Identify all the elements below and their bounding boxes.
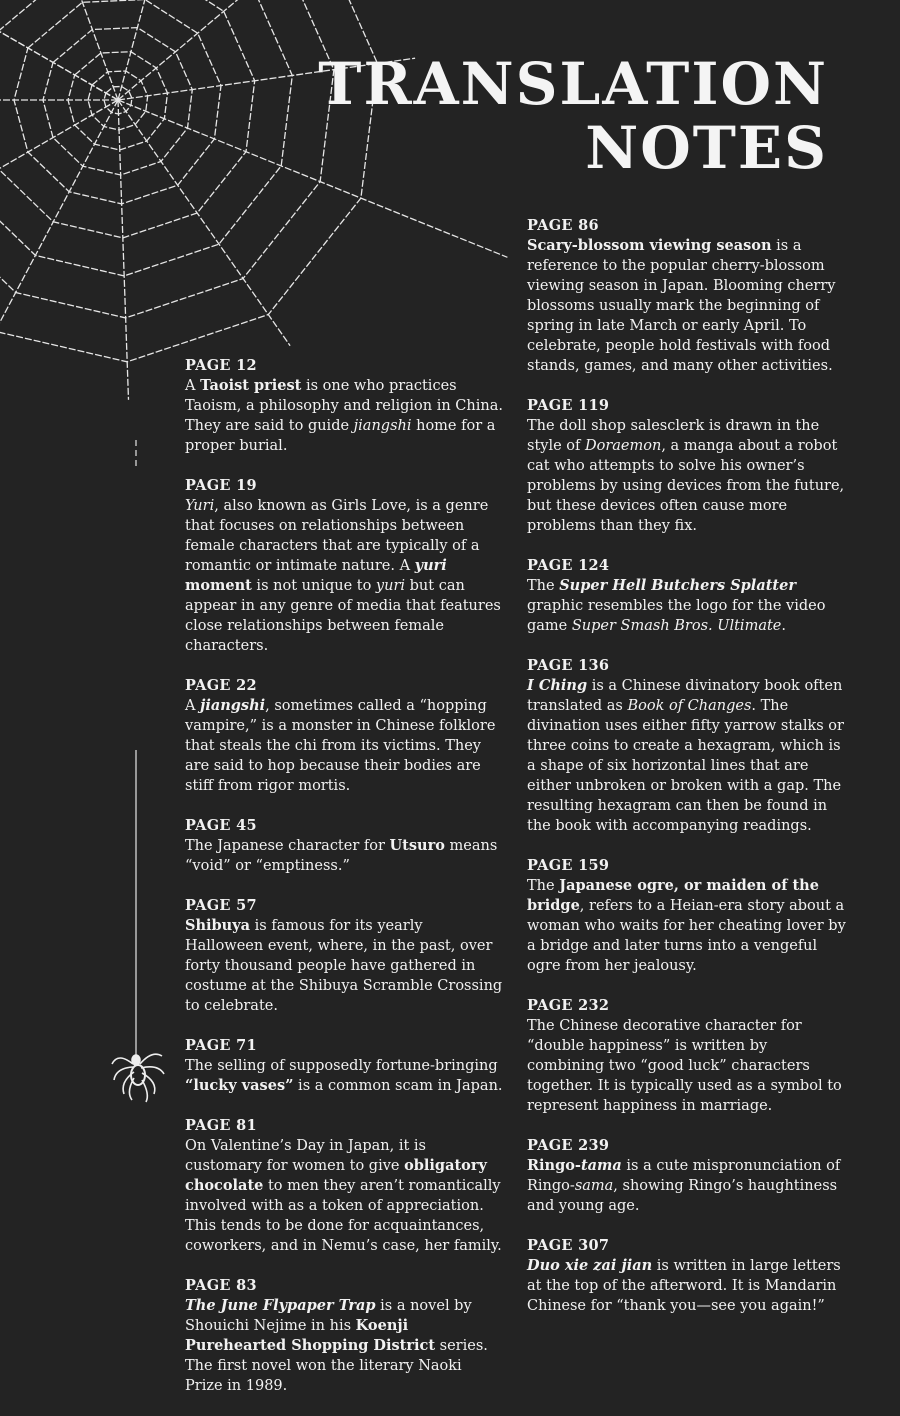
note-text bbox=[185, 1056, 503, 1096]
note-text bbox=[185, 376, 503, 456]
note-text-segment: sama bbox=[574, 1178, 614, 1194]
note-text-segment: The Chinese decorative character for “double happiness” is written by combining two “good luck” characters together. It is typically used as a symbol to represent happiness in marriage. bbox=[527, 1018, 842, 1114]
note-page-heading: PAGE 71 bbox=[185, 1037, 257, 1054]
note-text-segment: is a novel by Shouichi Nejime in his bbox=[185, 1298, 472, 1334]
note-text-segment: jiangshi bbox=[353, 418, 412, 434]
note-page-heading: PAGE 12 bbox=[185, 357, 257, 374]
note-page-heading: PAGE 159 bbox=[527, 857, 610, 874]
translation-note bbox=[527, 216, 847, 376]
note-text-segment: yuri bbox=[414, 557, 447, 574]
note-text bbox=[527, 1256, 847, 1316]
note-text-segment: is famous for its yearly Halloween event, where, in the past, over forty thousand people have gathered in costume at the Shibuya Scramble Crossing to celebrate. bbox=[185, 918, 503, 1014]
note-text-segment: Japanese ogre, or maiden of the bridge bbox=[527, 877, 819, 914]
note-page-heading: PAGE 19 bbox=[185, 477, 257, 494]
translation-note bbox=[527, 656, 847, 836]
note-text-segment: The June Flypaper Trap bbox=[185, 1297, 376, 1314]
translation-note bbox=[185, 896, 503, 1016]
notes-column-right bbox=[527, 216, 847, 1336]
note-text-segment: Yuri bbox=[185, 498, 215, 514]
note-text-segment: is a common scam in Japan. bbox=[293, 1078, 503, 1094]
note-text bbox=[527, 1016, 847, 1116]
note-text-segment: Ringo- bbox=[527, 1157, 581, 1174]
note-text bbox=[185, 1296, 503, 1396]
note-text bbox=[527, 236, 847, 376]
note-text bbox=[185, 696, 503, 796]
note-text-segment: , also known as Girls Love, is a genre that focuses on relationships between female characters that are typically of a romantic or intimate nature. A bbox=[185, 498, 489, 574]
note-page-heading: PAGE 239 bbox=[527, 1137, 610, 1154]
note-text-segment: . bbox=[781, 618, 786, 634]
note-text-segment: means “void” or “emptiness.” bbox=[185, 838, 498, 874]
note-text-segment: is one who practices Taoism, a philosophy and religion in China. They are said to guide bbox=[185, 378, 503, 434]
note-text-segment: On Valentine’s Day in Japan, it is customary for women to give bbox=[185, 1138, 426, 1174]
note-page-heading: PAGE 57 bbox=[185, 897, 257, 914]
note-text bbox=[185, 1136, 503, 1256]
note-text-segment: home for a proper burial. bbox=[185, 418, 496, 454]
note-text-segment: is written in large letters at the top of the afterword. It is Mandarin Chinese for “thank you—see you again!” bbox=[527, 1258, 841, 1314]
note-text-segment: graphic resembles the logo for the video game bbox=[527, 598, 826, 634]
note-text-segment: I Ching bbox=[527, 677, 588, 694]
note-page-heading: PAGE 83 bbox=[185, 1277, 257, 1294]
note-page-heading: PAGE 136 bbox=[527, 657, 610, 674]
translation-note bbox=[185, 1036, 503, 1096]
translation-note bbox=[185, 1116, 503, 1256]
note-text-segment: Doraemon bbox=[585, 438, 662, 454]
note-text-segment: The doll shop salesclerk is drawn in the style of bbox=[527, 418, 820, 454]
translation-note bbox=[185, 476, 503, 656]
note-text-segment: . The divination uses either fifty yarrow stalks or three coins to create a hexagram, which is a shape of six horizontal lines that are either unbroken or broken with a gap. The resulting hexagram can then be found in the book with accompanying readings. bbox=[527, 698, 844, 834]
note-page-heading: PAGE 45 bbox=[185, 817, 257, 834]
page-title bbox=[318, 52, 828, 180]
note-text-segment: series. The first novel won the literary Naoki Prize in 1989. bbox=[185, 1338, 488, 1394]
note-page-heading: PAGE 232 bbox=[527, 997, 610, 1014]
note-text-segment: to men they aren’t romantically involved with as a token of appreciation. This tends to be done for acquaintances, coworkers, and in Nemu’s case, her family. bbox=[185, 1178, 502, 1254]
translation-note bbox=[527, 1136, 847, 1216]
note-text-segment: Taoist priest bbox=[200, 377, 302, 394]
note-text bbox=[527, 676, 847, 836]
spider-icon bbox=[112, 1054, 164, 1102]
note-text-segment: is a Chinese divinatory book often translated as bbox=[527, 678, 843, 714]
note-page-heading: PAGE 81 bbox=[185, 1117, 257, 1134]
note-text bbox=[185, 496, 503, 656]
note-page-heading: PAGE 86 bbox=[527, 217, 599, 234]
note-text bbox=[527, 416, 847, 536]
note-text-segment: A bbox=[185, 698, 201, 714]
note-text bbox=[527, 576, 847, 636]
translation-note bbox=[185, 1276, 503, 1396]
note-text-segment: Super Smash Bros. Ultimate bbox=[571, 618, 782, 634]
translation-note bbox=[527, 556, 847, 636]
note-page-heading: PAGE 307 bbox=[527, 1237, 610, 1254]
notes-column-left bbox=[185, 356, 503, 1416]
note-text-segment: The selling of supposedly fortune-bringing bbox=[185, 1058, 498, 1074]
note-text-segment: Scary-blossom viewing season bbox=[527, 237, 772, 254]
note-text-segment: is a cute mispronunciation of Ringo- bbox=[527, 1158, 841, 1194]
note-text-segment: Book of Changes bbox=[627, 698, 752, 714]
translation-note bbox=[185, 676, 503, 796]
note-text-segment: The Japanese character for bbox=[185, 838, 390, 854]
note-text-segment: , sometimes called a “hopping vampire,” is a monster in Chinese folklore that steals the chi from its victims. They are said to hop because their bodies are stiff from rigor mortis. bbox=[185, 698, 496, 794]
note-text bbox=[527, 1156, 847, 1216]
translation-note bbox=[527, 396, 847, 536]
note-page-heading: PAGE 124 bbox=[527, 557, 610, 574]
note-text bbox=[185, 916, 503, 1016]
note-text-segment: The bbox=[527, 878, 560, 894]
translation-note bbox=[185, 816, 503, 876]
note-text-segment: “lucky vases” bbox=[185, 1077, 294, 1094]
note-text bbox=[185, 836, 503, 876]
note-page-heading: PAGE 119 bbox=[527, 397, 610, 414]
translation-note bbox=[527, 856, 847, 976]
note-text-segment: Utsuro bbox=[389, 837, 445, 854]
note-text-segment: A bbox=[185, 378, 201, 394]
note-text-segment: Shibuya bbox=[185, 917, 251, 934]
note-text-segment: , a manga about a robot cat who attempts to solve his owner’s problems by using devices from the future, but these devices often cause more problems than they fix. bbox=[527, 438, 845, 534]
note-text-segment: tama bbox=[580, 1157, 622, 1174]
title-line-1: TRANSLATION bbox=[318, 50, 828, 118]
note-text-segment: The bbox=[527, 578, 560, 594]
note-text-segment: but can appear in any genre of media that features close relationships between female characters. bbox=[185, 578, 501, 654]
note-text-segment: jiangshi bbox=[200, 697, 266, 714]
note-text-segment: obligatory chocolate bbox=[185, 1157, 487, 1194]
spider-thread-illustration bbox=[0, 0, 200, 1350]
note-text-segment: yuri bbox=[375, 578, 406, 594]
note-text-segment: Koenji Purehearted Shopping District bbox=[185, 1317, 436, 1354]
note-text-segment: , showing Ringo’s haughtiness and young age. bbox=[527, 1178, 838, 1214]
note-text-segment: Super Hell Butchers Splatter bbox=[559, 577, 796, 594]
note-text-segment: Duo xie zai jian bbox=[527, 1257, 653, 1274]
translation-note bbox=[527, 1236, 847, 1316]
note-text-segment: is not unique to bbox=[251, 578, 376, 594]
note-page-heading: PAGE 22 bbox=[185, 677, 257, 694]
translation-note bbox=[185, 356, 503, 456]
translation-note bbox=[527, 996, 847, 1116]
note-text-segment: is a reference to the popular cherry-blossom viewing season in Japan. Blooming cherry blossoms usually mark the beginning of spring in late March or early April. To celebrate, people hold festivals with food stands, games, and many other activities. bbox=[527, 238, 836, 374]
note-text bbox=[527, 876, 847, 976]
note-text-segment: , refers to a Heian-era story about a woman who waits for her cheating lover by a bridge and later turns into a vengeful ogre from her jealousy. bbox=[527, 898, 846, 974]
title-line-2: NOTES bbox=[585, 114, 828, 182]
note-text-segment: moment bbox=[185, 577, 252, 594]
